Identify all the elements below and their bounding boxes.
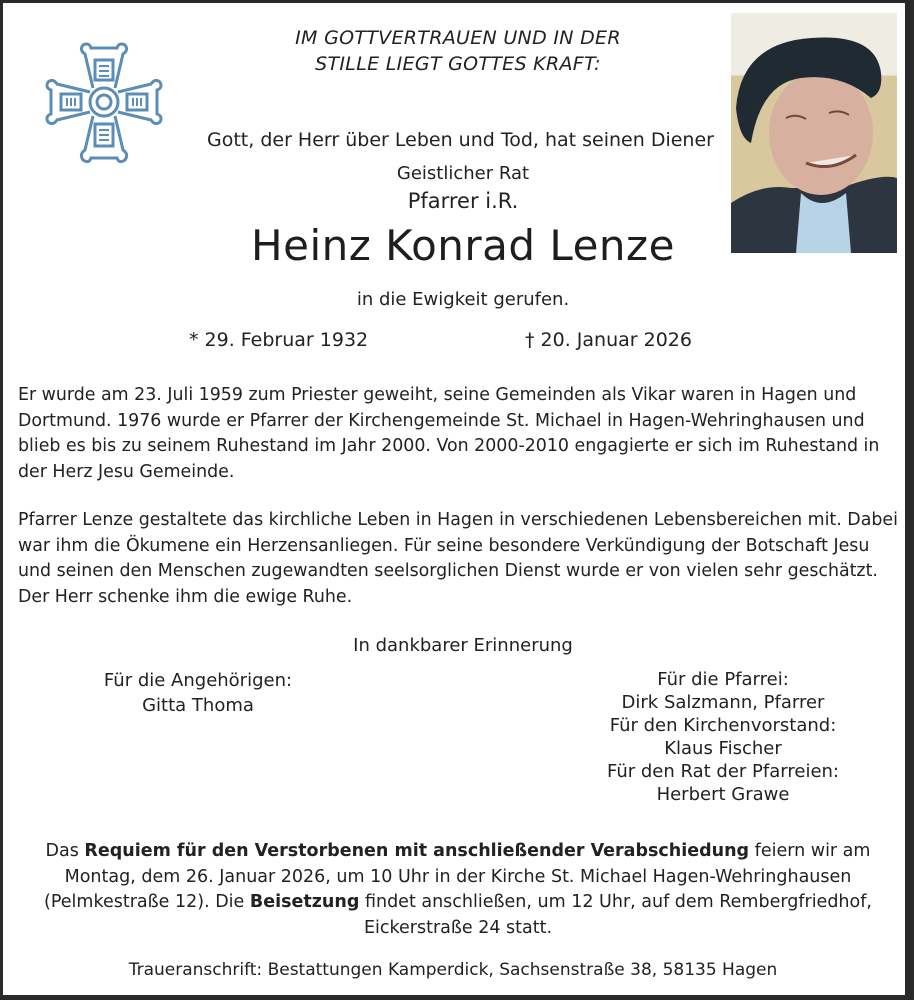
intro-text: Gott, der Herr über Leben und Tod, hat seinen Diener: [207, 129, 714, 151]
deceased-name: Heinz Konrad Lenze: [251, 221, 675, 270]
funeral-details: [43, 839, 873, 941]
funeral-text: feiern wir am Montag, dem 26. Januar 2026, um 10 Uhr in der Kirche St. Michael Hagen-Wehringhausen (Pelmkestraße 12). Die: [44, 841, 871, 912]
parish-signatures: [563, 668, 883, 806]
biography-paragraph-1: Er wurde am 23. Juli 1959 zum Priester geweiht, seine Gemeinden als Vikar waren in Hagen und Dortmund. 1976 wurde er Pfarrer der Kirchengemeinde St. Michael in Hagen-Wehringhausen und blieb es bis zu seinem Ruhestand im Jahr 2000. Von 2000-2010 engagierte er sich im Ruhestand in der Herz Jesu Gemeinde.: [18, 385, 880, 482]
board-name: Klaus Fischer: [664, 738, 782, 759]
funeral-text: findet anschließen, um 12 Uhr, auf dem Rembergfriedhof, Eickerstraße 24 statt.: [359, 892, 872, 938]
funeral-text: Das: [45, 841, 85, 861]
obituary-card: [3, 3, 908, 995]
requiem-bold: Requiem für den Verstorbenen mit anschließender Verabschiedung: [84, 841, 750, 861]
family-signature: [63, 668, 333, 718]
portrait-photo: [731, 13, 897, 253]
family-label: Für die Angehörigen:: [103, 670, 293, 691]
motto-line-2: STILLE LIEGT GOTTES KRAFT:: [315, 53, 601, 75]
parish-name: Dirk Salzmann, Pfarrer: [621, 692, 825, 713]
title-pfarrer: Pfarrer i.R.: [407, 189, 519, 213]
title-geistlicher-rat: Geistlicher Rat: [396, 163, 530, 184]
mourning-address: Traueranschrift: Bestattungen Kamperdick, Sachsenstraße 38, 58135 Hagen: [128, 960, 778, 980]
motto-line-1: IM GOTTVERTRAUEN UND IN DER: [295, 27, 621, 49]
called-text: in die Ewigkeit gerufen.: [356, 289, 570, 310]
birth-date: * 29. Februar 1932: [189, 329, 369, 351]
motto: [203, 25, 713, 77]
ornate-cross-icon: [43, 40, 165, 168]
death-date: † 20. Januar 2026: [525, 329, 692, 351]
council-name: Herbert Grawe: [656, 784, 790, 805]
biography-paragraph-2: Pfarrer Lenze gestaltete das kirchliche Leben in Hagen in verschiedenen Lebensbereichen mit. Dabei war ihm die Ökumene ein Herzensanliegen. Für seine besondere Verkündigung der Botschaft Jesu und seinen den Menschen zugewandten seelsorglichen Dienst wurde er von vielen sehr geschätzt. Der Herr schenke ihm die ewige Ruhe.: [18, 510, 898, 607]
parish-label: Für die Pfarrei:: [657, 669, 789, 690]
burial-bold: Beisetzung: [249, 892, 360, 912]
thanks-heading: In dankbarer Erinnerung: [353, 635, 573, 656]
council-label: Für den Rat der Pfarreien:: [606, 761, 839, 782]
family-name: Gitta Thoma: [142, 695, 254, 716]
board-label: Für den Kirchenvorstand:: [609, 715, 837, 736]
